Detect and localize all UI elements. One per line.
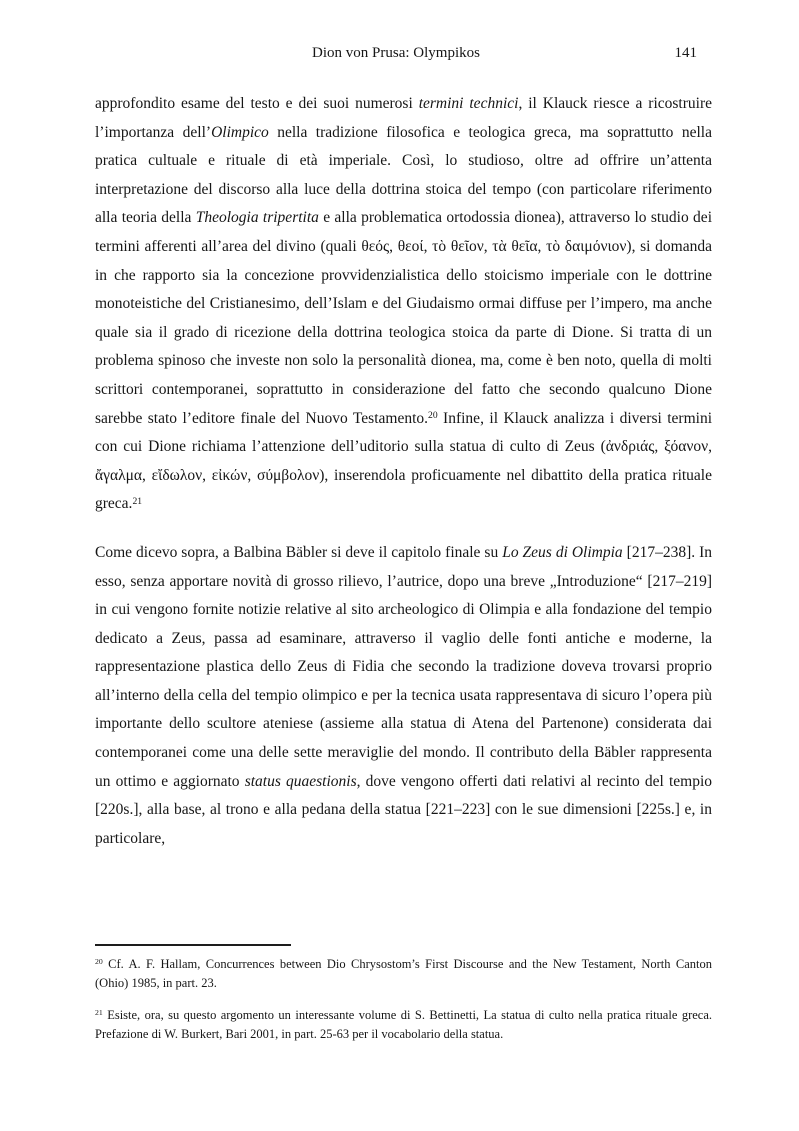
text-run-greek-terms: Infine, il Klauck analizza i diversi termini con cui Dione richiama l’attenzione dell’uditorio sulla statua di culto di Zeus (ἀνδριάς, ξόανον, ἄγαλμα, εἴδωλον, εἰκών, σύμβολον), inserendola proficuamente nel dibattito della pratica rituale greca. — [95, 409, 712, 513]
footnotes-section — [95, 944, 712, 1043]
footnote-separator-rule — [95, 944, 291, 946]
text-run: [217–238]. In esso, senza apportare novità di grosso rilievo, l’autrice, dopo una breve „Introduzione“ [217–219] in cui vengono fornite notizie relative al sito archeologico di Olimpia e alla fondazione del tempio dedicato a Zeus, passa ad esaminare, attraverso il vaglio delle fonti antiche e moderne, la rappresentazione plastica dello Zeus di Fidia che secondo la tradizione doveva trovarsi proprio all’interno della cella del tempio olimpico e per la tecnica usata rappresentava di sicuro l’opera più importante dello scultore ateniese (assieme alla statua di Atena del Partenone) considerata dai contemporanei come una delle sette meraviglie del mondo. Il contributo della Bäbler rappresenta un ottimo e aggiornato — [95, 543, 712, 790]
page-number: 141 — [674, 45, 697, 61]
paragraph-1 — [95, 90, 712, 519]
footnote-21-text: Esiste, ora, su questo argomento un interessante volume di S. Bettinetti, La statua di culto nella pratica rituale greca. Prefazione di W. Burkert, Bari 2001, in part. 25-63 per il vocabolario della statua. — [95, 1008, 712, 1041]
footnote-21-marker: 21 — [95, 1008, 103, 1018]
footnote-21 — [95, 1006, 712, 1043]
main-text — [95, 90, 712, 853]
footnote-20-marker: 20 — [95, 957, 103, 967]
text-run: , il Klauck riesce a ricostruire l’importanza dell’ — [95, 95, 712, 141]
running-title: Dion von Prusa: Olympikos — [312, 45, 480, 61]
text-run: Come dicevo sopra, a Balbina Bäbler si deve il capitolo finale su — [95, 543, 503, 561]
paragraph-2 — [95, 539, 712, 854]
footnote-20 — [95, 955, 712, 992]
italic-run: termini technici — [418, 95, 519, 112]
italic-run: Theologia tripertita — [195, 209, 319, 227]
italic-run: Olimpico — [211, 123, 269, 141]
text-run: nella tradizione filosofica e teologica greca, ma soprattutto nella pratica cultuale e rituale di età imperiale. Così, lo studioso, oltre ad offrire un’attenta interpretazione del discorso alla luce della dottrina stoica del tempo (con particolare riferimento alla teoria della — [95, 123, 712, 227]
page-header — [95, 44, 697, 63]
footnote-ref-21: 21 — [132, 495, 143, 507]
text-run-greek-terms: e alla problematica ortodossia dionea), attraverso lo studio dei termini afferenti all’area del divino (quali θεός, θεοί, τὸ θεῖον, τὰ θεῖα, τὸ δαιμόνιον), si domanda in che rapporto sia la concezione provvidenzialistica dello stoicismo imperiale con le dottrine monoteistiche del Cristianesimo, dell’Islam e del Giudaismo ormai diffuse per l’impero, ma anche quale sia il grado di ricezione della dottrina teologica stoica da parte di Dione. Si tratta di un problema spinoso che investe non solo la personalità dionea, ma, come è ben noto, quella di molti scrittori contemporanei, soprattutto in considerazione del fatto che secondo qualcuno Dione sarebbe stato l’editore finale del Nuovo Testamento. — [95, 209, 712, 427]
italic-run: Lo Zeus di Olimpia — [502, 543, 623, 561]
italic-run: status quaestionis — [244, 772, 357, 790]
text-run: , dove vengono offerti dati relativi al recinto del tempio [220s.], alla base, al trono e alla pedana della statua [221–223] con le sue dimensioni [225s.] e, in particolare, — [95, 772, 713, 847]
text-run: approfondito esame del testo e dei suoi numerosi — [95, 95, 419, 112]
footnote-ref-20: 20 — [428, 409, 438, 421]
footnote-20-text: Cf. A. F. Hallam, Concurrences between Dio Chrysostom’s First Discourse and the New Testament, North Canton (Ohio) 1985, in part. 23. — [95, 957, 713, 990]
